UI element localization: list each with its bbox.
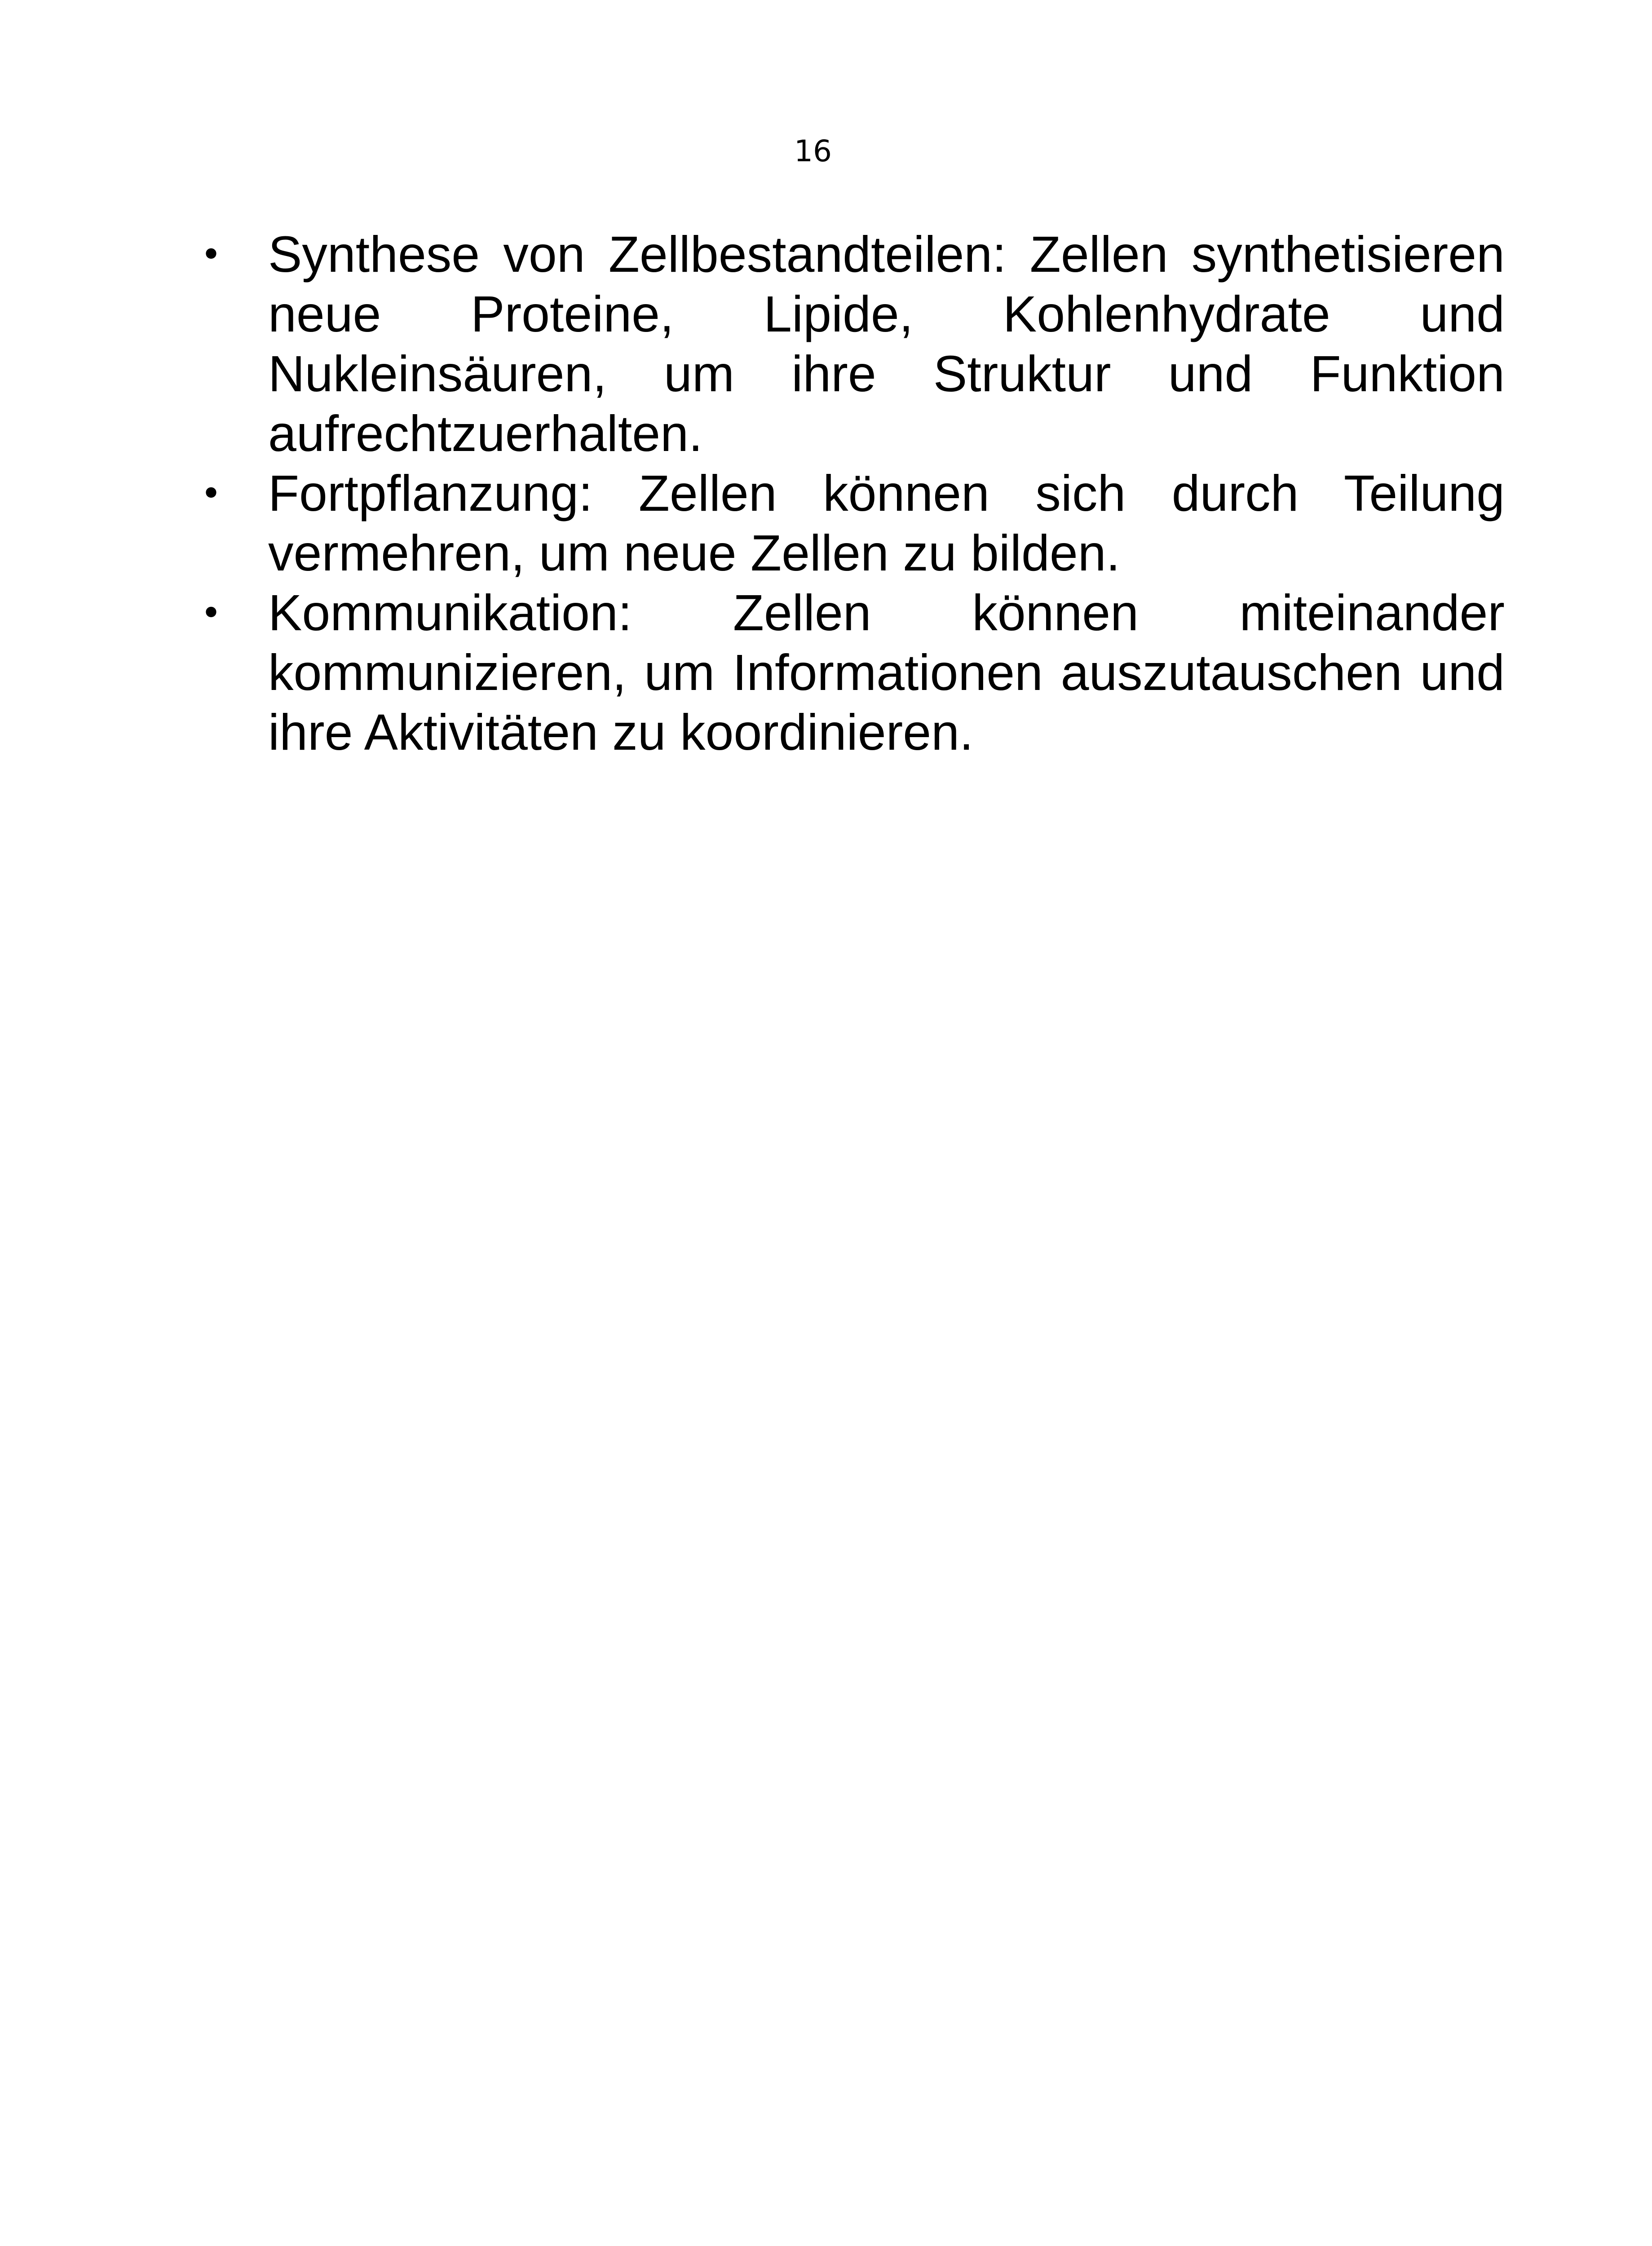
bullet-list: [193, 225, 1505, 762]
bullet-icon: •: [200, 234, 222, 275]
list-item: [193, 583, 1505, 762]
list-item: [193, 225, 1505, 464]
list-item-text: Kommunikation: Zellen können miteinander kommunizieren, um Informationen auszutauschen und ihre Aktivitäten zu koordinieren.: [268, 584, 1505, 760]
list-item-text: Synthese von Zellbestandteilen: Zellen synthetisieren neue Proteine, Lipide, Kohlenhydrate und Nukleinsäuren, um ihre Struktur und Funktion aufrechtzuerhalten.: [268, 226, 1505, 462]
bullet-icon: •: [200, 473, 222, 514]
list-item: [193, 464, 1505, 583]
page-number: 16: [794, 134, 832, 168]
bullet-icon: •: [200, 592, 222, 634]
list-item-text: Fortpflanzung: Zellen können sich durch Teilung vermehren, um neue Zellen zu bilden.: [268, 465, 1505, 581]
